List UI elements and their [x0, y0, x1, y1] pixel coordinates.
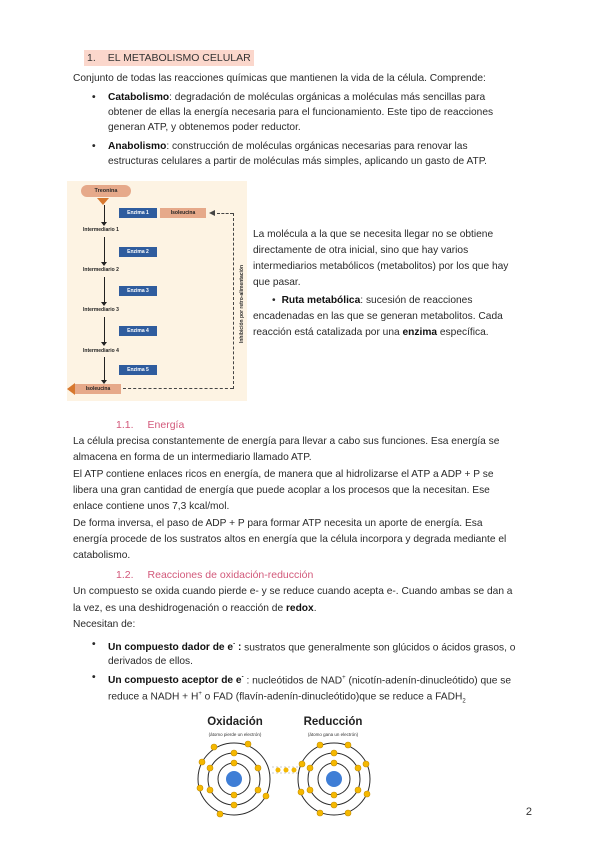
energia-p1: La célula precisa constantemente de energía para llevar a cabo sus funciones. Esa energía se: [73, 436, 500, 447]
enzyme-2: Enzima 2: [119, 247, 157, 257]
energia-p2: almacena en forma de un intermediario llamado ATP.: [73, 452, 312, 463]
atoms-svg: [180, 738, 400, 820]
ruta-line3-text: reacción está catalizada por una: [253, 327, 403, 338]
oxidation-nucleus: [226, 771, 242, 787]
intro-text: Conjunto de todas las reacciones químicas que mantienen la vida de la célula. Comprende:: [73, 73, 486, 84]
feedback-line: [123, 388, 233, 389]
dador-def: sustratos que generalmente son glúcidos o ácidos grasos, o: [241, 642, 516, 654]
oxidation-title: Oxidación: [207, 716, 263, 728]
intermediate-4: Intermediario 4: [83, 348, 119, 354]
intermediate-1: Intermediario 1: [83, 227, 119, 233]
start-arrow: [97, 198, 109, 205]
side-text-line1: La molécula a la que se necesita llegar no se obtiene: [253, 229, 494, 240]
aceptor-def-a: : nucleótidos de NAD: [243, 675, 343, 687]
end-arrowhead: [67, 383, 75, 395]
step-arrow: [104, 237, 105, 263]
step-arrow: [104, 277, 105, 303]
enzima-term: enzima: [402, 327, 438, 338]
catabolismo-line3: generan ATP, y obtenemos poder reductor.: [108, 122, 301, 133]
intermediate-3: Intermediario 3: [83, 307, 119, 313]
anabolismo-line1: [108, 140, 468, 154]
enzyme-4: Enzima 4: [119, 326, 157, 336]
energia-p3: El ATP contiene enlaces ricos en energía, de manera que al hidrolizarse el ATP a ADP + P se: [73, 469, 494, 480]
reduction-title: Reducción: [303, 716, 363, 728]
feedback-line: [217, 213, 233, 214]
reduction-nucleus: [326, 771, 342, 787]
inhibitor-molecule: Isoleucina: [160, 208, 206, 218]
reduction-subtitle: (átomo gana un electrón): [307, 732, 359, 737]
anabolismo-def: : construcción de moléculas orgánicas necesarias para renovar las: [166, 141, 468, 152]
enzyme-3: Enzima 3: [119, 286, 157, 296]
anabolismo-term: Anabolismo: [108, 141, 167, 152]
energia-p8: catabolismo.: [73, 550, 131, 561]
redox-term: redox: [285, 603, 314, 614]
section-heading: [84, 50, 254, 66]
dador-line2: derivados de ellos.: [108, 656, 193, 667]
catabolismo-line2: obtener de ellas la energía necesaria para el funcionamiento. Este tipo de reacciones: [108, 107, 494, 118]
catabolismo-line1: [108, 91, 485, 105]
step-arrow: [104, 317, 105, 343]
redox-p1: Un compuesto se oxida cuando pierde e- y se reduce cuando acepta e-. Cuando ambas se dan a: [73, 586, 513, 597]
energia-p5: enlace contiene unos 7,3 kcal/mol.: [73, 501, 230, 512]
section-title: EL METABOLISMO CELULAR: [107, 52, 251, 64]
feedback-label: Inhibición por retro-alimentación: [239, 264, 245, 344]
oxidation-subtitle: (átomo pierde un electrón): [208, 732, 262, 737]
start-molecule: Treonina: [81, 185, 131, 197]
end-molecule: Isoleucina: [75, 384, 121, 394]
dador-line1: [108, 638, 515, 655]
ruta-def: : sucesión de reacciones: [360, 295, 473, 306]
redox-heading: [116, 568, 313, 582]
dador-term: Un compuesto dador de e- :: [108, 642, 242, 654]
redox-p2-text: la vez, es una deshidrogenación o reacción de: [73, 603, 286, 614]
ruta-line3: [253, 326, 489, 340]
step-arrow: [104, 357, 105, 381]
side-text-line4: que pasar.: [253, 277, 301, 288]
catabolismo-def: : degradación de moléculas orgánicas a moléculas más sencillas para: [169, 92, 486, 103]
feedback-arrowhead: [209, 210, 215, 216]
enzyme-5: Enzima 5: [119, 365, 157, 375]
metabolic-pathway-diagram: [67, 181, 247, 401]
redox-atoms-illustration: [180, 716, 440, 821]
energia-title: Energía: [147, 419, 185, 431]
energia-p7: energía procede de los sustratos altos en energía que la célula incorpora y degrada mediante el: [73, 534, 507, 545]
step-arrow: [104, 205, 105, 223]
aceptor-line1: • Un compuesto aceptor de e- : nucleótidos de NAD+ (nicotín-adenín-dinucleótido) que se: [108, 671, 511, 688]
ruta-line2: encadenadas en las que se generan metabolitos. Cada: [253, 311, 503, 322]
redox-p3: Necesitan de:: [73, 619, 136, 630]
aceptor-def-b: (nicotín-adenín-dinucleótido) que se: [345, 675, 512, 687]
energia-p6: De forma inversa, el paso de ADP + P para formar ATP necesita un aporte de energía. Esa: [73, 518, 483, 529]
enzyme-1: Enzima 1: [119, 208, 157, 218]
anabolismo-line2: estructuras celulares a partir de moléculas más simples, aplicando un gasto de ATP.: [108, 156, 488, 167]
section-number: 1.: [87, 52, 96, 64]
feedback-line: [233, 213, 234, 389]
redox-p2-end: .: [313, 603, 317, 614]
side-text-line2: directamente de otra inicial, sino que hay varios: [253, 245, 469, 256]
energia-number: 1.1.: [116, 419, 134, 431]
aceptor-term: Un compuesto aceptor de e-: [108, 675, 244, 687]
aceptor-line2: reduce a NADH + H+ o FAD (flavín-adenín-dinucleótido)que se reduce a $FADH_2$: [108, 691, 466, 705]
page-number: 2: [525, 806, 532, 818]
redox-p2: [73, 602, 317, 616]
catabolismo-term: Catabolismo: [108, 92, 170, 103]
ruta-line3-end: específica.: [437, 327, 489, 338]
ruta-term: Ruta metabólica: [281, 295, 361, 306]
intermediate-2: Intermediario 2: [83, 267, 119, 273]
side-text-line3: intermediarios metabólicos (metabolitos) por los que hay: [253, 261, 509, 272]
bullet-dot: •: [272, 295, 276, 306]
energia-heading: [116, 418, 184, 432]
energia-p4: libera una gran cantidad de energía que puede acoplar a los procesos que la necesitan. Ese: [73, 485, 490, 496]
transfer-electrons: [276, 768, 297, 773]
redox-title: Reacciones de oxidación-reducción: [147, 569, 314, 581]
ruta-line1: [272, 294, 472, 308]
redox-number: 1.2.: [116, 569, 134, 581]
